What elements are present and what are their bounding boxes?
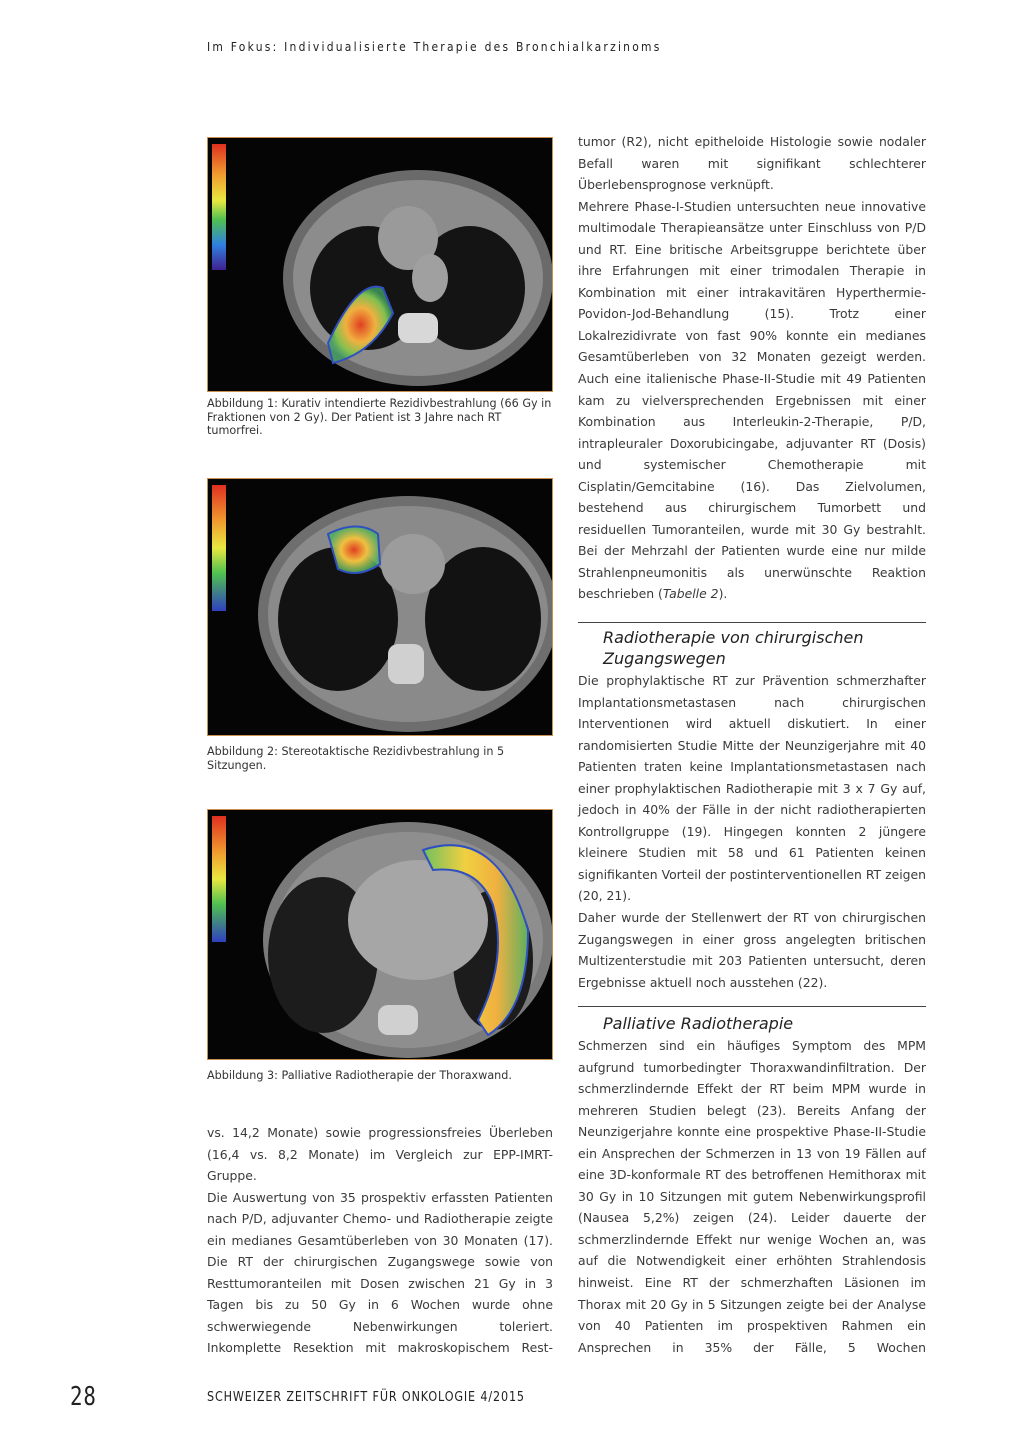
- running-title: Im Fokus: Individualisierte Therapie des Bronchialkarzinoms: [207, 39, 662, 54]
- section-1-text: [578, 670, 926, 993]
- right-column-intro: [578, 131, 926, 605]
- figure-3-image: [207, 809, 553, 1060]
- page-number: 28: [70, 1382, 97, 1412]
- section-1-rule: [578, 622, 926, 623]
- section-2-paragraph-1: Schmerzen sind ein häufiges Symptom des MPM aufgrund tumorbedingter Thoraxwandinfiltration. Der schmerzlindernde Effekt der RT beim MPM wurde in mehreren Studien belegt (23). Bereits Anfang der Neunzigerjahre konnte eine prospektive Phase-II-Studie ein Ansprechen der Schmerzen in 13 von 19 Fällen auf eine 3D-konformale RT des betroffenen Hemithorax mit 30 Gy in 10 Sitzungen mit gutem Nebenwirkungsprofil (Nausea 5,2%) zeigen (24). Leider dauerte der schmerzlindernde Effekt nur wenige Wochen an, was auf die Notwendigkeit einer erhöhten Strahlendosis hinweist. Eine RT der schmerzhaften Läsionen im Thorax mit 20 Gy in 5 Sitzungen zeigte bei der Analyse von 40 Patienten im prospektiven Rahmen ein Ansprechen in 35% der Fälle, 5 Wochen: [578, 1038, 926, 1355]
- section-2-text: [578, 1035, 926, 1358]
- figure-3-caption: Abbildung 3: Palliative Radiotherapie der Thoraxwand.: [207, 1069, 512, 1082]
- left-column-text: [207, 1122, 553, 1359]
- left-paragraph-2: Die Auswertung von 35 prospektiv erfassten Patienten nach P/D, adjuvanter Chemo- und Radiotherapie zeigte ein medianes Gesamtüberleben von 30 Monaten (17). Die RT der chirurgischen Zugangswege sowie von Resttumoranteilen mit Dosen zwischen 21 Gy in 3 Tagen bis zu 50 Gy in 6 Wochen wurde ohne schwerwiegende Nebenwirkungen toleriert. Inkomplette Resektion mit makroskopischem Rest-: [207, 1189, 553, 1356]
- right-paragraph-1: tumor (R2), nicht epitheloide Histologie sowie nodaler Befall waren mit signifikant schlechterer Überlebensprognose verknüpft.: [578, 134, 926, 193]
- table-reference: Tabelle 2: [662, 586, 719, 602]
- section-1-heading: Radiotherapie von chirurgischen Zugangswegen: [603, 628, 864, 668]
- section-1-paragraph-2: Daher wurde der Stellenwert der RT von chirurgischen Zugangswegen in einer gross angelegten britischen Multizenterstudie mit 203 Patienten untersucht, deren Ergebnisse aktuell noch ausstehen (22).: [578, 910, 926, 990]
- journal-title: SCHWEIZER ZEITSCHRIFT FÜR ONKOLOGIE 4/2015: [207, 1390, 525, 1405]
- section-2-rule: [578, 1006, 926, 1007]
- right-paragraph-2-end: ).: [718, 586, 728, 602]
- right-paragraph-2-text: Mehrere Phase-I-Studien untersuchten neue innovative multimodale Therapieansätze unter Einschluss von P/D und RT. Eine britische Arbeitsgruppe berichtete über ihre Erfahrungen mit einer trimodalen Therapie in Kombination mit einer intrakavitären Hyperthermie-Povidon-Jod-Behandlung (15). Trotz einer Lokalrezidivrate von fast 90% konnte ein medianes Gesamtüberleben von 32 Monaten gezeigt werden. Auch eine italienische Phase-II-Studie mit 49 Patienten kam zu vielversprechenden Ergebnissen mit einer Kombination aus Interleukin-2-Therapie, P/D, intrapleuraler Doxorubicingabe, adjuvanter RT (Dosis) und systemischer Chemotherapie mit Cisplatin/Gemcitabine (16). Das Zielvolumen, bestehend aus chirurgischem Tumorbett und residuellen Tumoranteilen, wurde mit 30 Gy bestrahlt. Bei der Mehrzahl der Patienten wurde eine nur milde Strahlenpneumonitis als unerwünschte Reaktion beschrieben (: [578, 198, 926, 602]
- right-paragraph-2: [578, 196, 926, 605]
- figure-2-caption: Abbildung 2: Stereotaktische Rezidivbestrahlung in 5 Sitzungen.: [207, 745, 505, 772]
- figure-1-image: [207, 137, 553, 392]
- figure-2-image: [207, 478, 553, 736]
- figure-1-caption: Abbildung 1: Kurativ intendierte Rezidivbestrahlung (66 Gy in Fraktionen von 2 Gy). Der Patient ist 3 Jahre nach RT tumorfrei.: [207, 397, 552, 437]
- section-1-paragraph-1: Die prophylaktische RT zur Prävention schmerzhafter Implantationsmetastasen nach chirurgischen Interventionen wird aktuell diskutiert. In einer randomisierten Studie Mitte der Neunzigerjahre mit 40 Patienten traten keine Implantationsmetastasen nach einer prophylaktischen Radiotherapie mit 3 x 7 Gy auf, jedoch in 40% der Fälle in der nicht radiotherapierten Kontrollgruppe (19). Hingegen konnten 2 jüngere kleinere Studien mit 58 und 61 Patienten keinen signifikanten Vorteil der postinterventionellen RT zeigen (20, 21).: [578, 673, 926, 904]
- section-2-heading: Palliative Radiotherapie: [603, 1014, 794, 1033]
- left-paragraph-1: vs. 14,2 Monate) sowie progressionsfreies Überleben (16,4 vs. 8,2 Monate) im Vergleich zur EPP-IMRT-Gruppe.: [207, 1125, 553, 1184]
